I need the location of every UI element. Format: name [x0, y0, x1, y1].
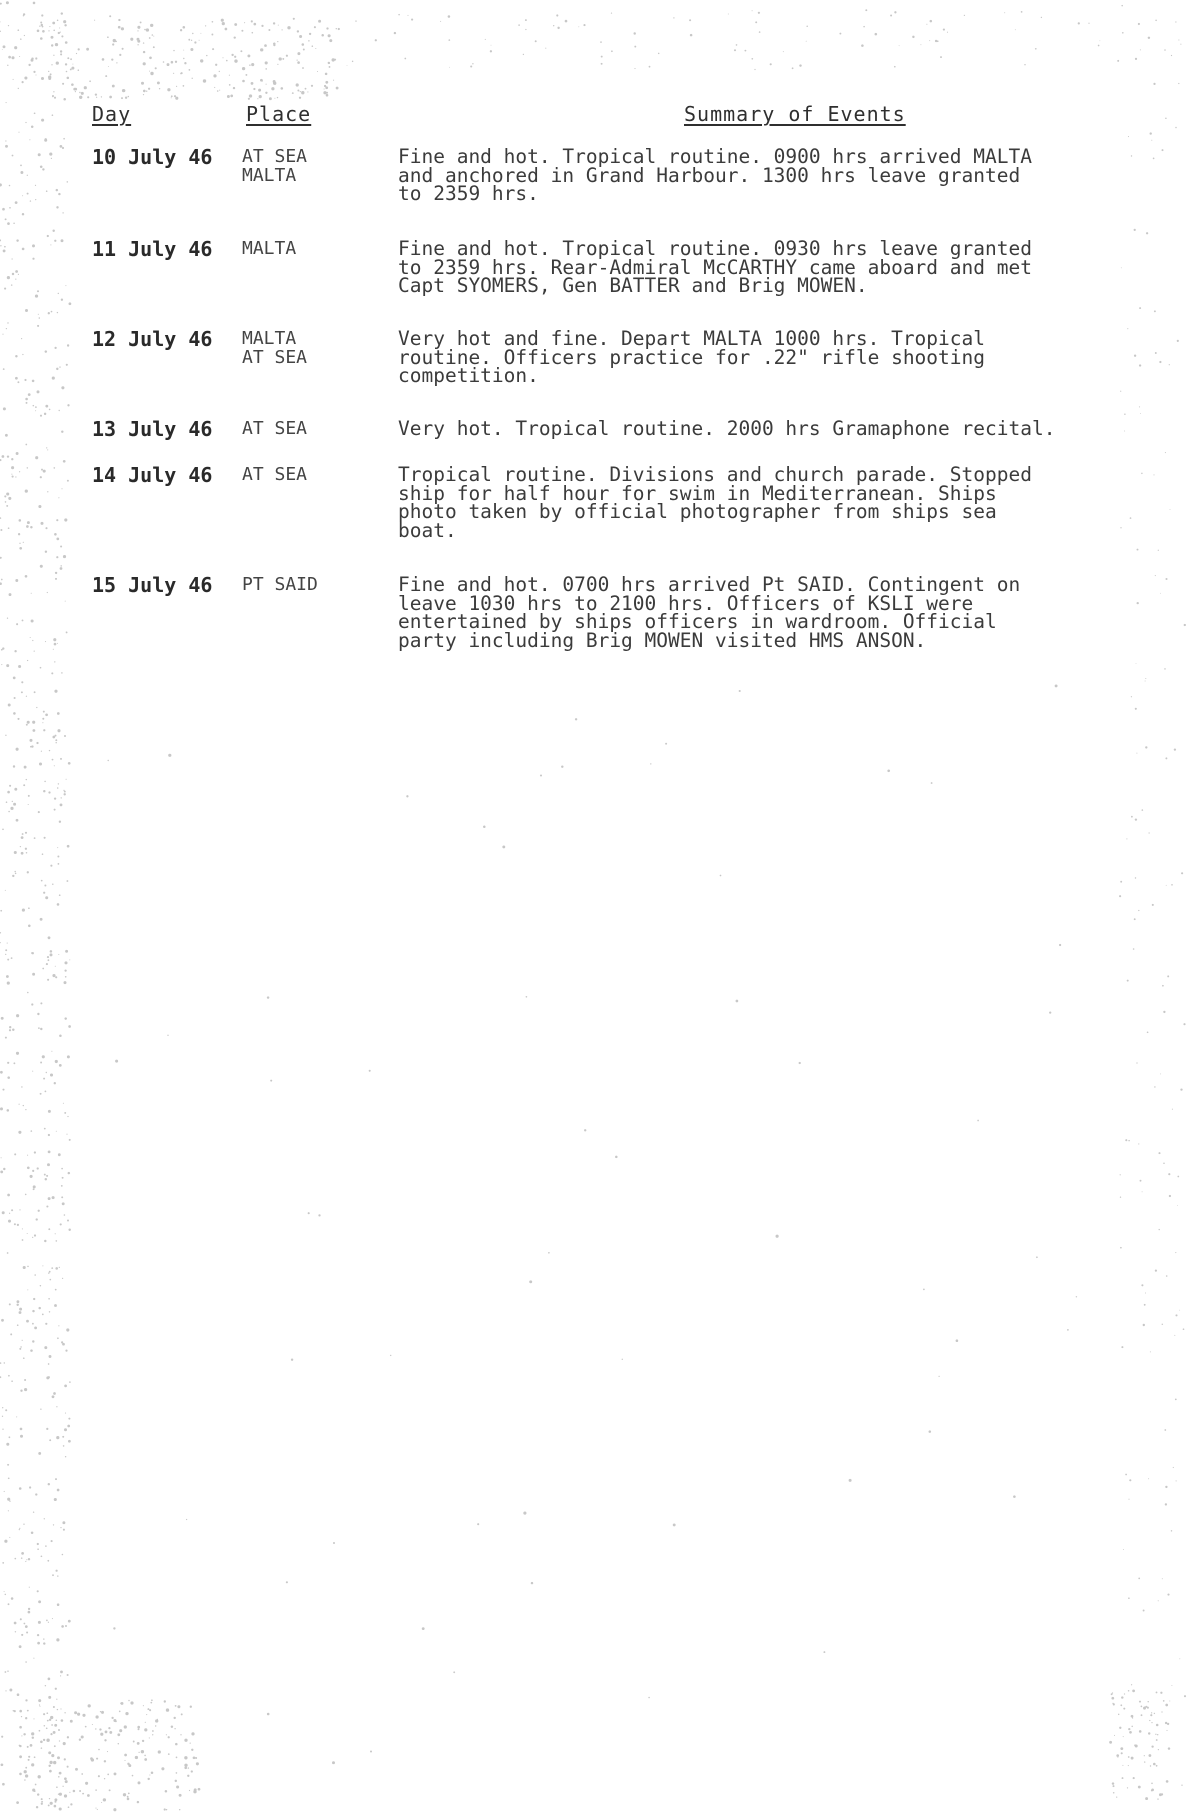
entry-place: MALTA AT SEA — [242, 328, 308, 368]
entry-summary: Fine and hot. Tropical routine. 0930 hrs leave granted to 2359 hrs. Rear-Admiral McCARTHY came aboard and met Capt SYOMERS, Gen BATTER and Brig MOWEN. — [398, 237, 1032, 297]
entry-day: 14 July 46 — [92, 463, 213, 487]
entry-place: PT SAID — [242, 574, 318, 595]
entry-summary: Very hot and fine. Depart MALTA 1000 hrs. Tropical routine. Officers practice for .22" rifle shooting competition. — [398, 327, 985, 387]
entry-place: AT SEA — [242, 464, 308, 485]
column-header-summary: Summary of Events — [684, 102, 906, 126]
entry-day: 15 July 46 — [92, 573, 213, 597]
entry-place: AT SEA MALTA — [242, 146, 308, 186]
column-header-place: Place — [246, 102, 312, 126]
entry-place: AT SEA — [242, 418, 308, 439]
column-header-day: Day — [92, 102, 132, 126]
entry-summary: Fine and hot. Tropical routine. 0900 hrs arrived MALTA and anchored in Grand Harbour. 1300 hrs leave granted to 2359 hrs. — [398, 145, 1032, 205]
entry-summary: Very hot. Tropical routine. 2000 hrs Gramaphone recital. — [398, 417, 1056, 440]
entry-day: 11 July 46 — [92, 237, 213, 261]
entry-summary: Tropical routine. Divisions and church parade. Stopped ship for half hour for swim in Mediterranean. Ships photo taken by official photographer from ships sea boat. — [398, 463, 1032, 542]
entry-day: 13 July 46 — [92, 417, 213, 441]
entry-day: 10 July 46 — [92, 145, 213, 169]
entry-day: 12 July 46 — [92, 327, 213, 351]
entry-summary: Fine and hot. 0700 hrs arrived Pt SAID. Contingent on leave 1030 hrs to 2100 hrs. Officers of KSLI were entertained by ships officers in wardroom. Official party including Brig MOWEN visited HMS ANSON. — [398, 573, 1021, 652]
entry-place: MALTA — [242, 238, 297, 259]
